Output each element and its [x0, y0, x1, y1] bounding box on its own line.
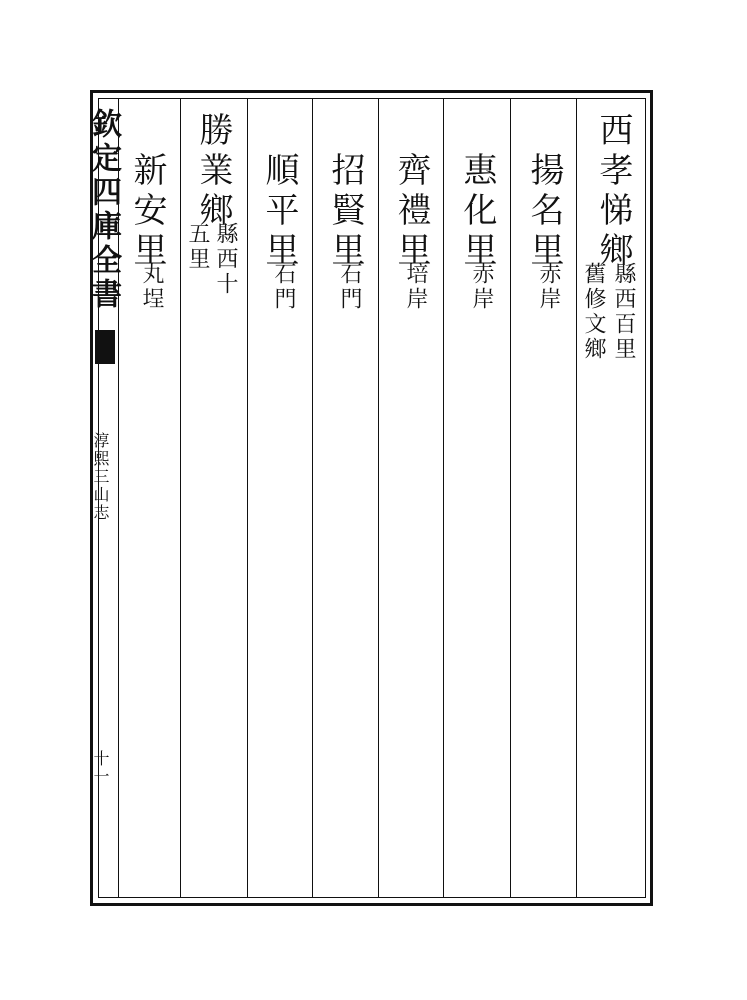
column-4-main: 齊禮里 — [391, 152, 431, 272]
column-rule — [247, 98, 248, 898]
column-6-main: 順平里 — [259, 152, 299, 272]
page-number: 十一 — [91, 750, 110, 786]
book-title: 淳熙三山志 — [91, 432, 110, 522]
column-7-main: 勝業鄉 — [193, 112, 233, 232]
column-rule — [443, 98, 444, 898]
column-4-note: 培岸 — [403, 262, 428, 312]
column-8-note: 丸埕 — [139, 262, 164, 312]
column-6-note: 石門 — [271, 262, 296, 312]
column-rule — [378, 98, 379, 898]
column-1-note-1: 縣西百里 — [611, 262, 636, 362]
column-1-note-2: 舊修文鄉 — [581, 262, 606, 362]
column-rule — [180, 98, 181, 898]
column-rule — [510, 98, 511, 898]
column-7-note-2: 五里 — [185, 222, 210, 272]
column-1-main: 西孝悌鄉 — [593, 112, 633, 272]
column-3-main: 惠化里 — [457, 152, 497, 272]
column-rule — [312, 98, 313, 898]
fishtail-marker — [95, 330, 115, 364]
column-5-main: 招賢里 — [325, 152, 365, 272]
library-title: 欽定四庫全書 — [86, 108, 121, 312]
column-8-main: 新安里 — [127, 152, 167, 272]
column-rule — [576, 98, 577, 898]
column-2-main: 揚名里 — [524, 152, 564, 272]
column-7-note-1: 縣西十 — [213, 222, 238, 297]
column-5-note: 石門 — [337, 262, 362, 312]
column-2-note: 赤岸 — [536, 262, 561, 312]
column-3-note: 赤岸 — [469, 262, 494, 312]
